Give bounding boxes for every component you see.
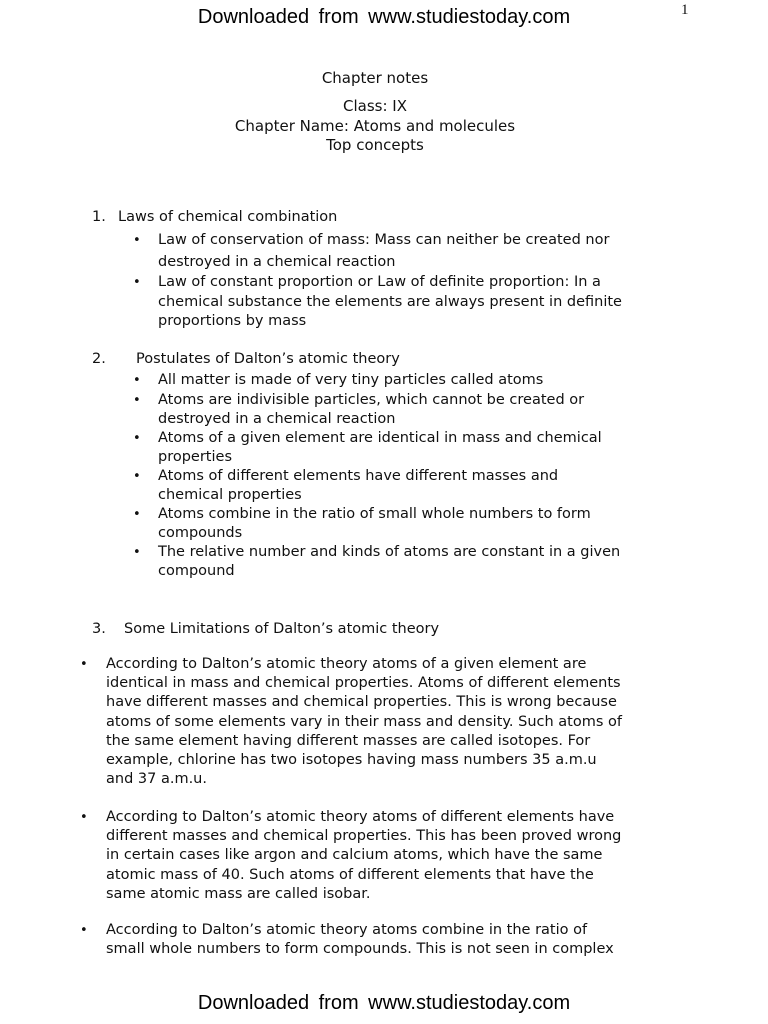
bullet-icon: • — [133, 275, 141, 290]
list-item-line: All matter is made of very tiny particles called atoms — [158, 372, 544, 388]
list-item-line: Law of constant proportion or Law of definite proportion: In a — [158, 274, 601, 290]
watermark-bottom: Downloaded from www.studiestoday.com — [197, 992, 571, 1014]
list-item-line: destroyed in a chemical reaction — [158, 411, 396, 428]
section-heading: Some Limitations of Dalton’s atomic theory — [124, 621, 440, 637]
list-item-line: Atoms of a given element are identical in mass and chemical — [158, 430, 602, 446]
bullet-icon: • — [133, 545, 141, 560]
list-item-line: in certain cases like argon and calcium atoms, which have the same — [106, 847, 603, 864]
list-item-line: different masses and chemical properties. This has been proved wrong — [106, 828, 622, 845]
bullet-icon: • — [133, 373, 141, 388]
bullet-icon: • — [80, 657, 88, 672]
bullet-icon: • — [80, 810, 88, 825]
list-item-line: identical in mass and chemical properties. Atoms of different elements — [106, 675, 621, 692]
page-number: 1 — [681, 2, 689, 18]
list-item-line: and 37 a.m.u. — [106, 771, 207, 788]
list-item-line: example, chlorine has two isotopes having mass numbers 35 a.m.u — [106, 752, 597, 768]
list-item-line: have different masses and chemical properties. This is wrong because — [106, 694, 617, 711]
bullet-icon: • — [133, 393, 141, 408]
list-item-line: chemical properties — [158, 487, 302, 504]
list-item-line: the same element having different masses are called isotopes. For — [106, 732, 591, 749]
list-item-line: small whole numbers to form compounds. This is not seen in complex — [106, 941, 614, 958]
list-item-line: same atomic mass are called isobar. — [106, 885, 371, 902]
section-number: 1. — [92, 209, 106, 225]
chapter-notes-title: Chapter notes — [321, 69, 429, 87]
bullet-icon: • — [133, 469, 141, 484]
list-item-line: properties — [158, 449, 232, 466]
bullet-icon: • — [133, 233, 141, 248]
list-item-line: The relative number and kinds of atoms are constant in a given — [158, 544, 621, 560]
watermark-top: Downloaded from www.studiestoday.com — [197, 6, 571, 28]
list-item-line: proportions by mass — [158, 313, 307, 329]
bullet-icon: • — [80, 923, 88, 938]
list-item-line: Atoms are indivisible particles, which cannot be created or — [158, 392, 585, 408]
section-number: 3. — [92, 621, 106, 637]
list-item-line: chemical substance the elements are always present in definite — [158, 293, 622, 310]
chapter-name: Chapter Name: Atoms and molecules — [234, 117, 516, 135]
list-item-line: According to Dalton’s atomic theory atoms combine in the ratio of — [106, 922, 588, 938]
section-heading: Postulates of Dalton’s atomic theory — [136, 351, 400, 367]
list-item-line: According to Dalton’s atomic theory atoms of a given element are — [106, 656, 587, 672]
top-concepts-title: Top concepts — [326, 136, 424, 154]
list-item-line: Law of conservation of mass: Mass can neither be created nor — [158, 232, 610, 248]
bullet-icon: • — [133, 431, 141, 446]
list-item-line: atomic mass of 40. Such atoms of different elements that have the — [106, 866, 594, 883]
list-item-line: Atoms combine in the ratio of small whole numbers to form — [158, 506, 591, 522]
list-item-line: compounds — [158, 525, 243, 542]
section-number: 2. — [92, 351, 106, 367]
list-item-line: atoms of some elements vary in their mass and density. Such atoms of — [106, 713, 622, 730]
list-item-line: compound — [158, 563, 235, 580]
class-label: Class: IX — [343, 97, 407, 115]
list-item-line: According to Dalton’s atomic theory atoms of different elements have — [106, 809, 615, 825]
bullet-icon: • — [133, 507, 141, 522]
list-item-line: destroyed in a chemical reaction — [158, 253, 396, 270]
section-heading: Laws of chemical combination — [118, 209, 338, 225]
list-item-line: Atoms of different elements have different masses and — [158, 468, 559, 484]
